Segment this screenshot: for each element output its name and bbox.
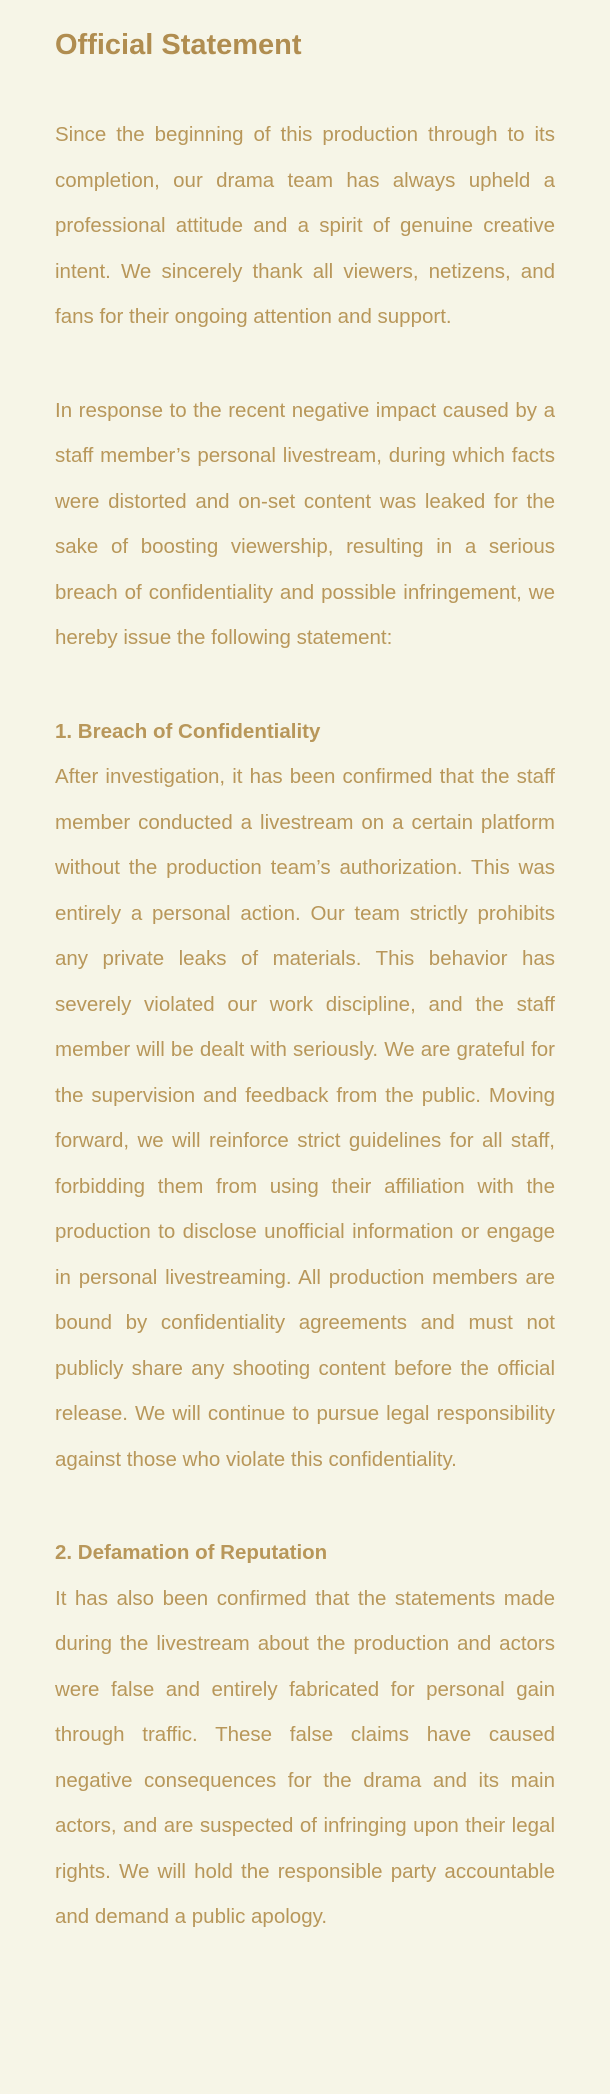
- context-paragraph: In response to the recent negative impact caused by a staff member’s personal livestream, during which facts were distorted and on-set content was leaked for the sake of boosting viewership, resulting in a serious breach of confidentiality and possible infringement, we hereby issue the following statement:: [55, 398, 555, 649]
- paragraph-spacer: [55, 340, 555, 388]
- section-heading-confidentiality: 1. Breach of Confidentiality: [55, 719, 321, 743]
- section-body-confidentiality: After investigation, it has been confirmed that the staff member conducted a livestream on a certain platform without the production team’s authorization. This was entirely a personal action. Our team strictly prohibits any private leaks of materials. This behavior has severely violated our work discipline, and the staff member will be dealt with seriously. We are grateful for the supervision and feedback from the public. Moving forward, we will reinforce strict guidelines for all staff, forbidding them from using their affiliation with the production to disclose unofficial information or engage in personal livestreaming. All production members are bound by confidentiality agreements and must not publicly share any shooting content before the official release. We will continue to pursue legal responsibility against those who violate this confidentiality.: [55, 765, 555, 1471]
- paragraph-spacer: [55, 661, 555, 709]
- page-title: Official Statement: [55, 29, 302, 61]
- section-body-defamation: It has also been confirmed that the statements made during the livestream about the production and actors were false and entirely fabricated for personal gain through traffic. These false claims have caused negative consequences for the drama and its main actors, and are suspected of infringing upon their legal rights. We will hold the responsible party accountable and demand a public apology.: [55, 1586, 555, 1928]
- section-heading-defamation: 2. Defamation of Reputation: [55, 1541, 328, 1564]
- intro-paragraph: Since the beginning of this production through to its completion, our drama team has always upheld a professional attitude and a spirit of genuine creative intent. We sincerely thank all viewers, netizens, and fans for their ongoing attention and support.: [55, 123, 555, 328]
- paragraph-spacer: [55, 1482, 555, 1530]
